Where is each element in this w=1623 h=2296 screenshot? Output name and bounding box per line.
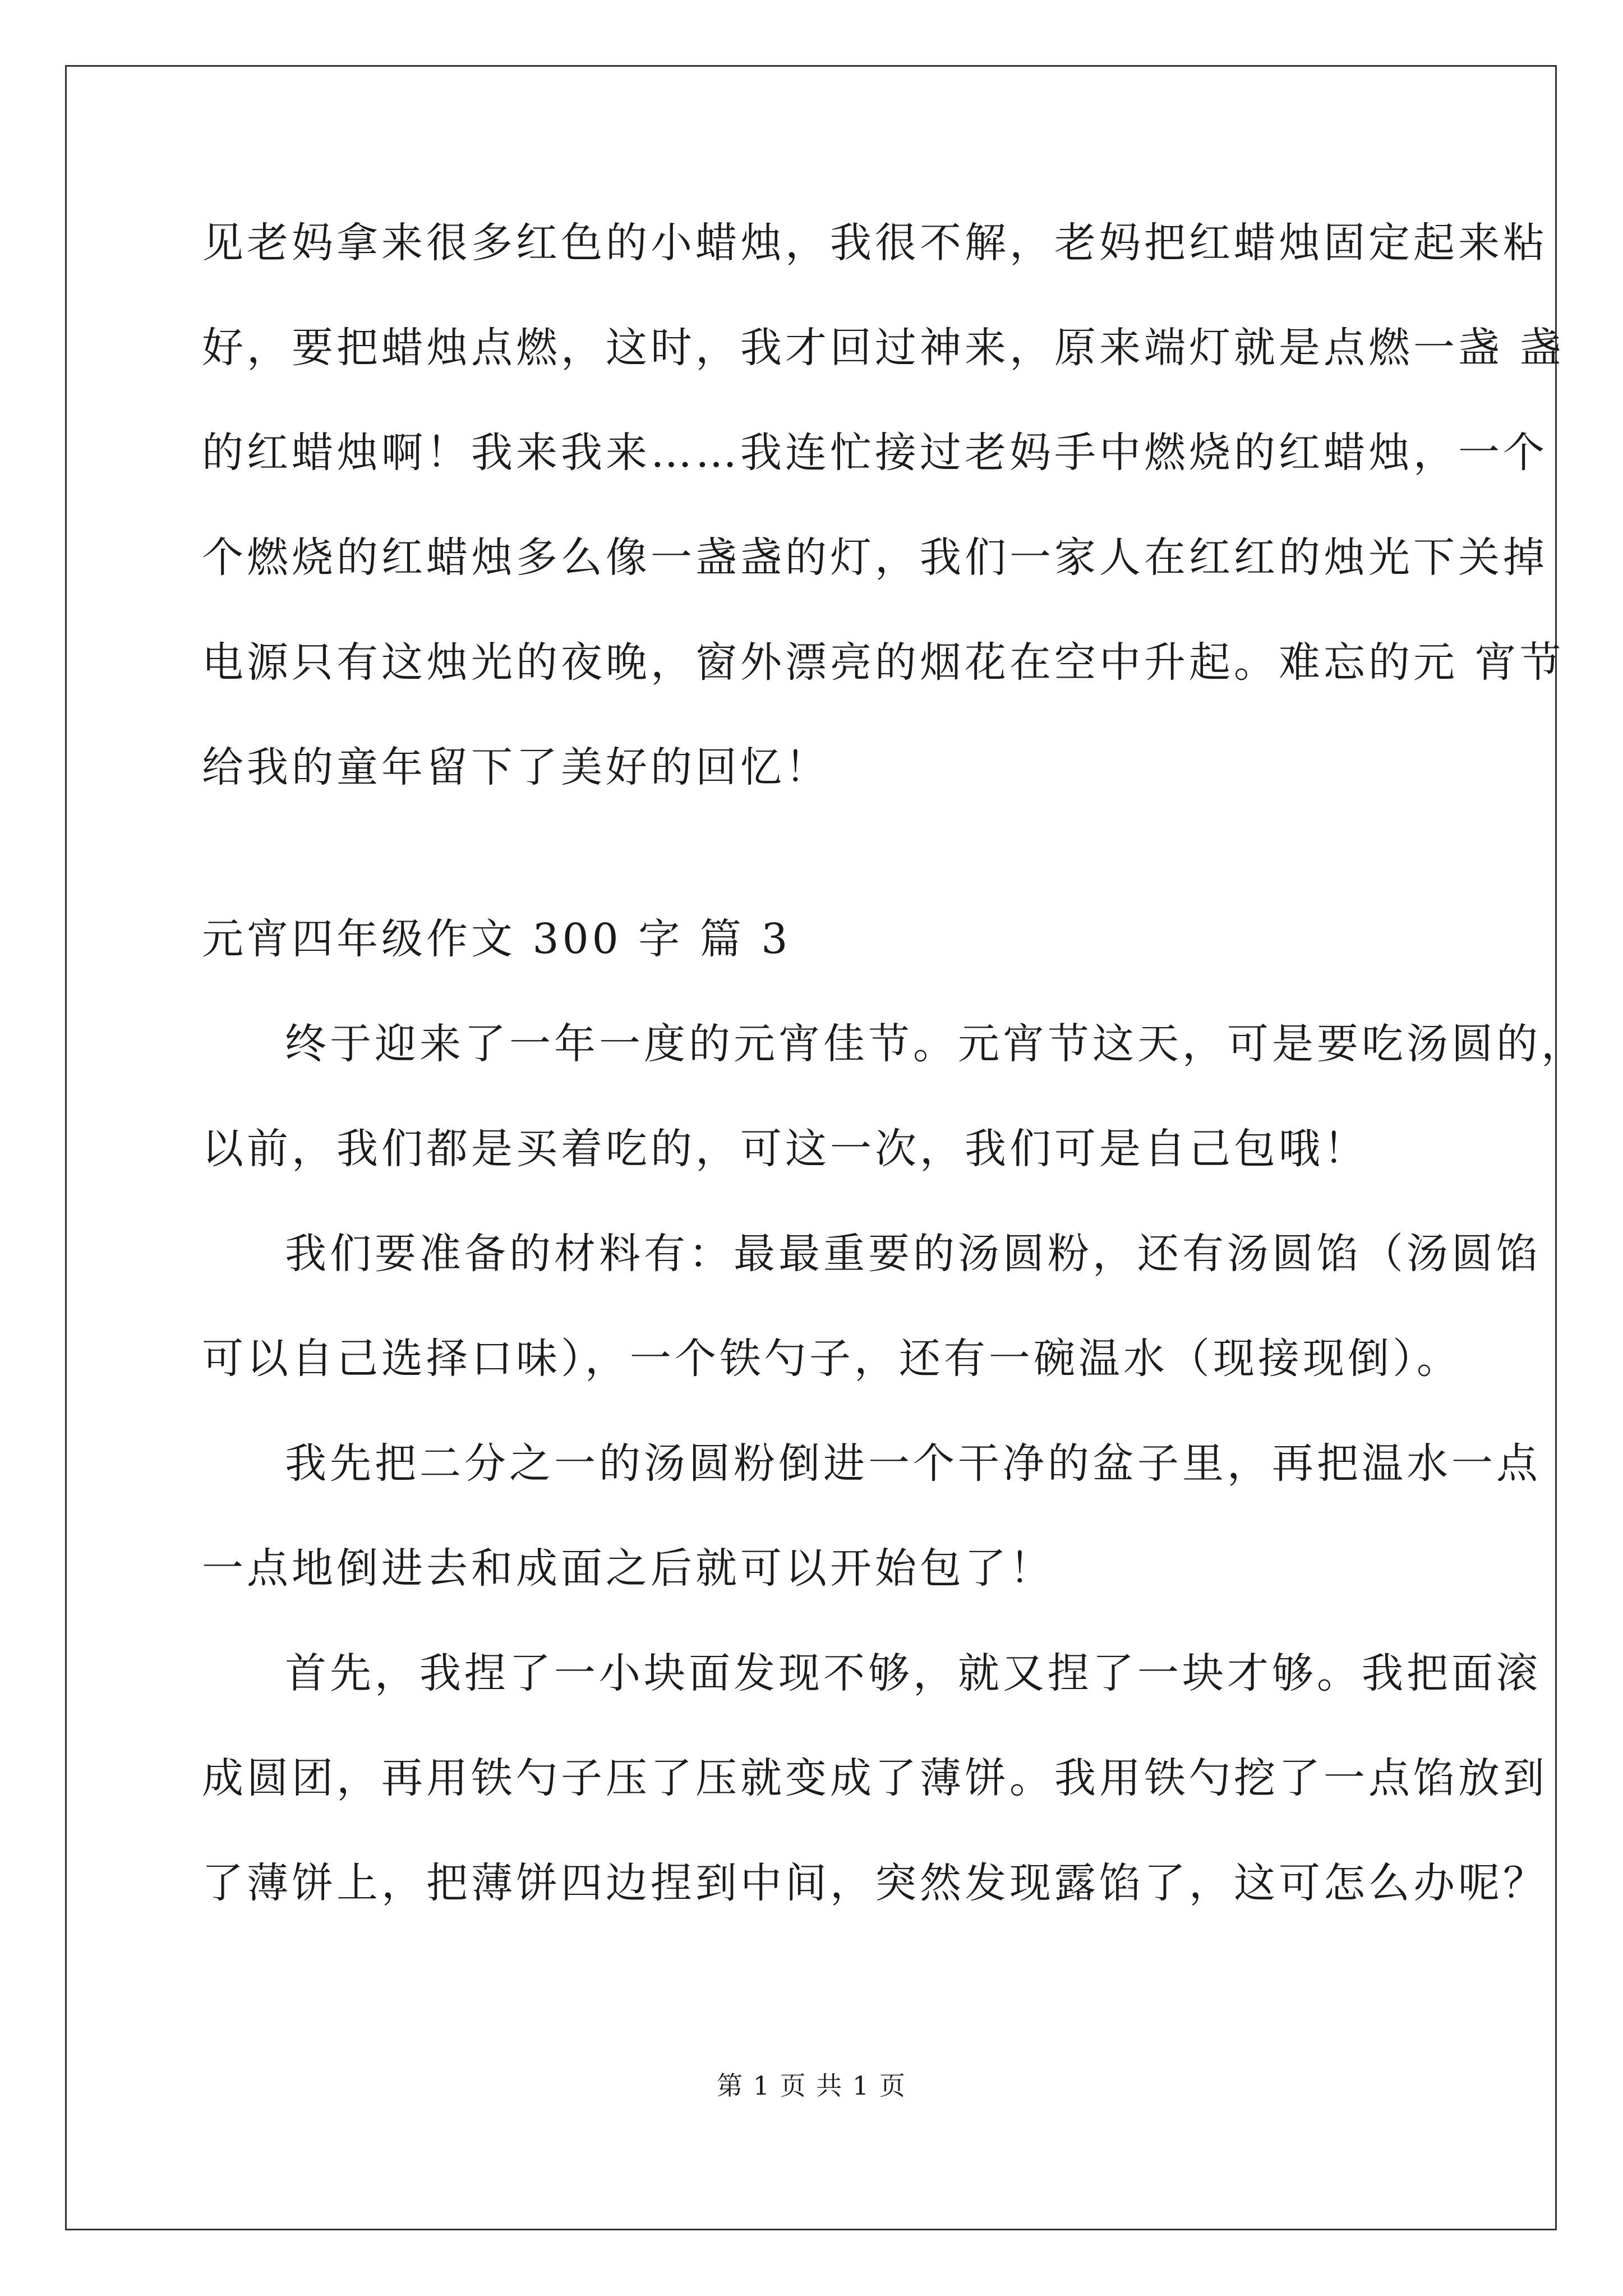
paragraph-line: 见老妈拿来很多红色的小蜡烛，我很不解，老妈把红蜡烛固定起来粘	[202, 219, 1548, 267]
paragraph-line: 给我的童年留下了美好的回忆！	[202, 743, 830, 792]
paragraph-line: 的红蜡烛啊！我来我来……我连忙接过老妈手中燃烧的红蜡烛，一个	[202, 429, 1548, 477]
page-number-footer: 第 1 页 共 1 页	[717, 2070, 906, 2101]
paragraph-line: 终于迎来了一年一度的元宵佳节。元宵节这天，可是要吃汤圆的，	[285, 1020, 1586, 1068]
paragraph-line: 了薄饼上，把薄饼四边捏到中间，突然发现露馅了，这可怎么办呢？	[202, 1859, 1548, 1907]
document-body	[202, 213, 1586, 1958]
paragraph-line: 电源只有这烛光的夜晚，窗外漂亮的烟花在空中升起。难忘的元 宵节	[202, 638, 1565, 687]
paragraph-line: 首先，我捏了一小块面发现不够，就又捏了一块才够。我把面滚	[285, 1649, 1541, 1697]
paragraph-line: 好，要把蜡烛点燃，这时，我才回过神来，原来端灯就是点燃一盏 盏	[202, 324, 1565, 372]
paragraph-line: 我们要准备的材料有：最最重要的汤圆粉，还有汤圆馅（汤圆馅	[285, 1230, 1541, 1278]
paragraph-line: 一点地倒进去和成面之后就可以开始包了！	[202, 1544, 1054, 1593]
paragraph-line: 以前，我们都是买着吃的，可这一次，我们可是自己包哦！	[202, 1125, 1368, 1173]
paragraph-line: 个燃烧的红蜡烛多么像一盏盏的灯，我们一家人在红红的烛光下关掉	[202, 533, 1548, 582]
paragraph-line: 我先把二分之一的汤圆粉倒进一个干净的盆子里，再把温水一点	[285, 1439, 1541, 1488]
section-heading: 元宵四年级作文 300 字 篇 3	[202, 915, 791, 963]
paragraph-line: 可以自己选择口味），一个铁勺子，还有一碗温水（现接现倒）。	[202, 1335, 1461, 1383]
paragraph-line: 成圆团，再用铁勺子压了压就变成了薄饼。我用铁勺挖了一点馅放到	[202, 1754, 1548, 1802]
